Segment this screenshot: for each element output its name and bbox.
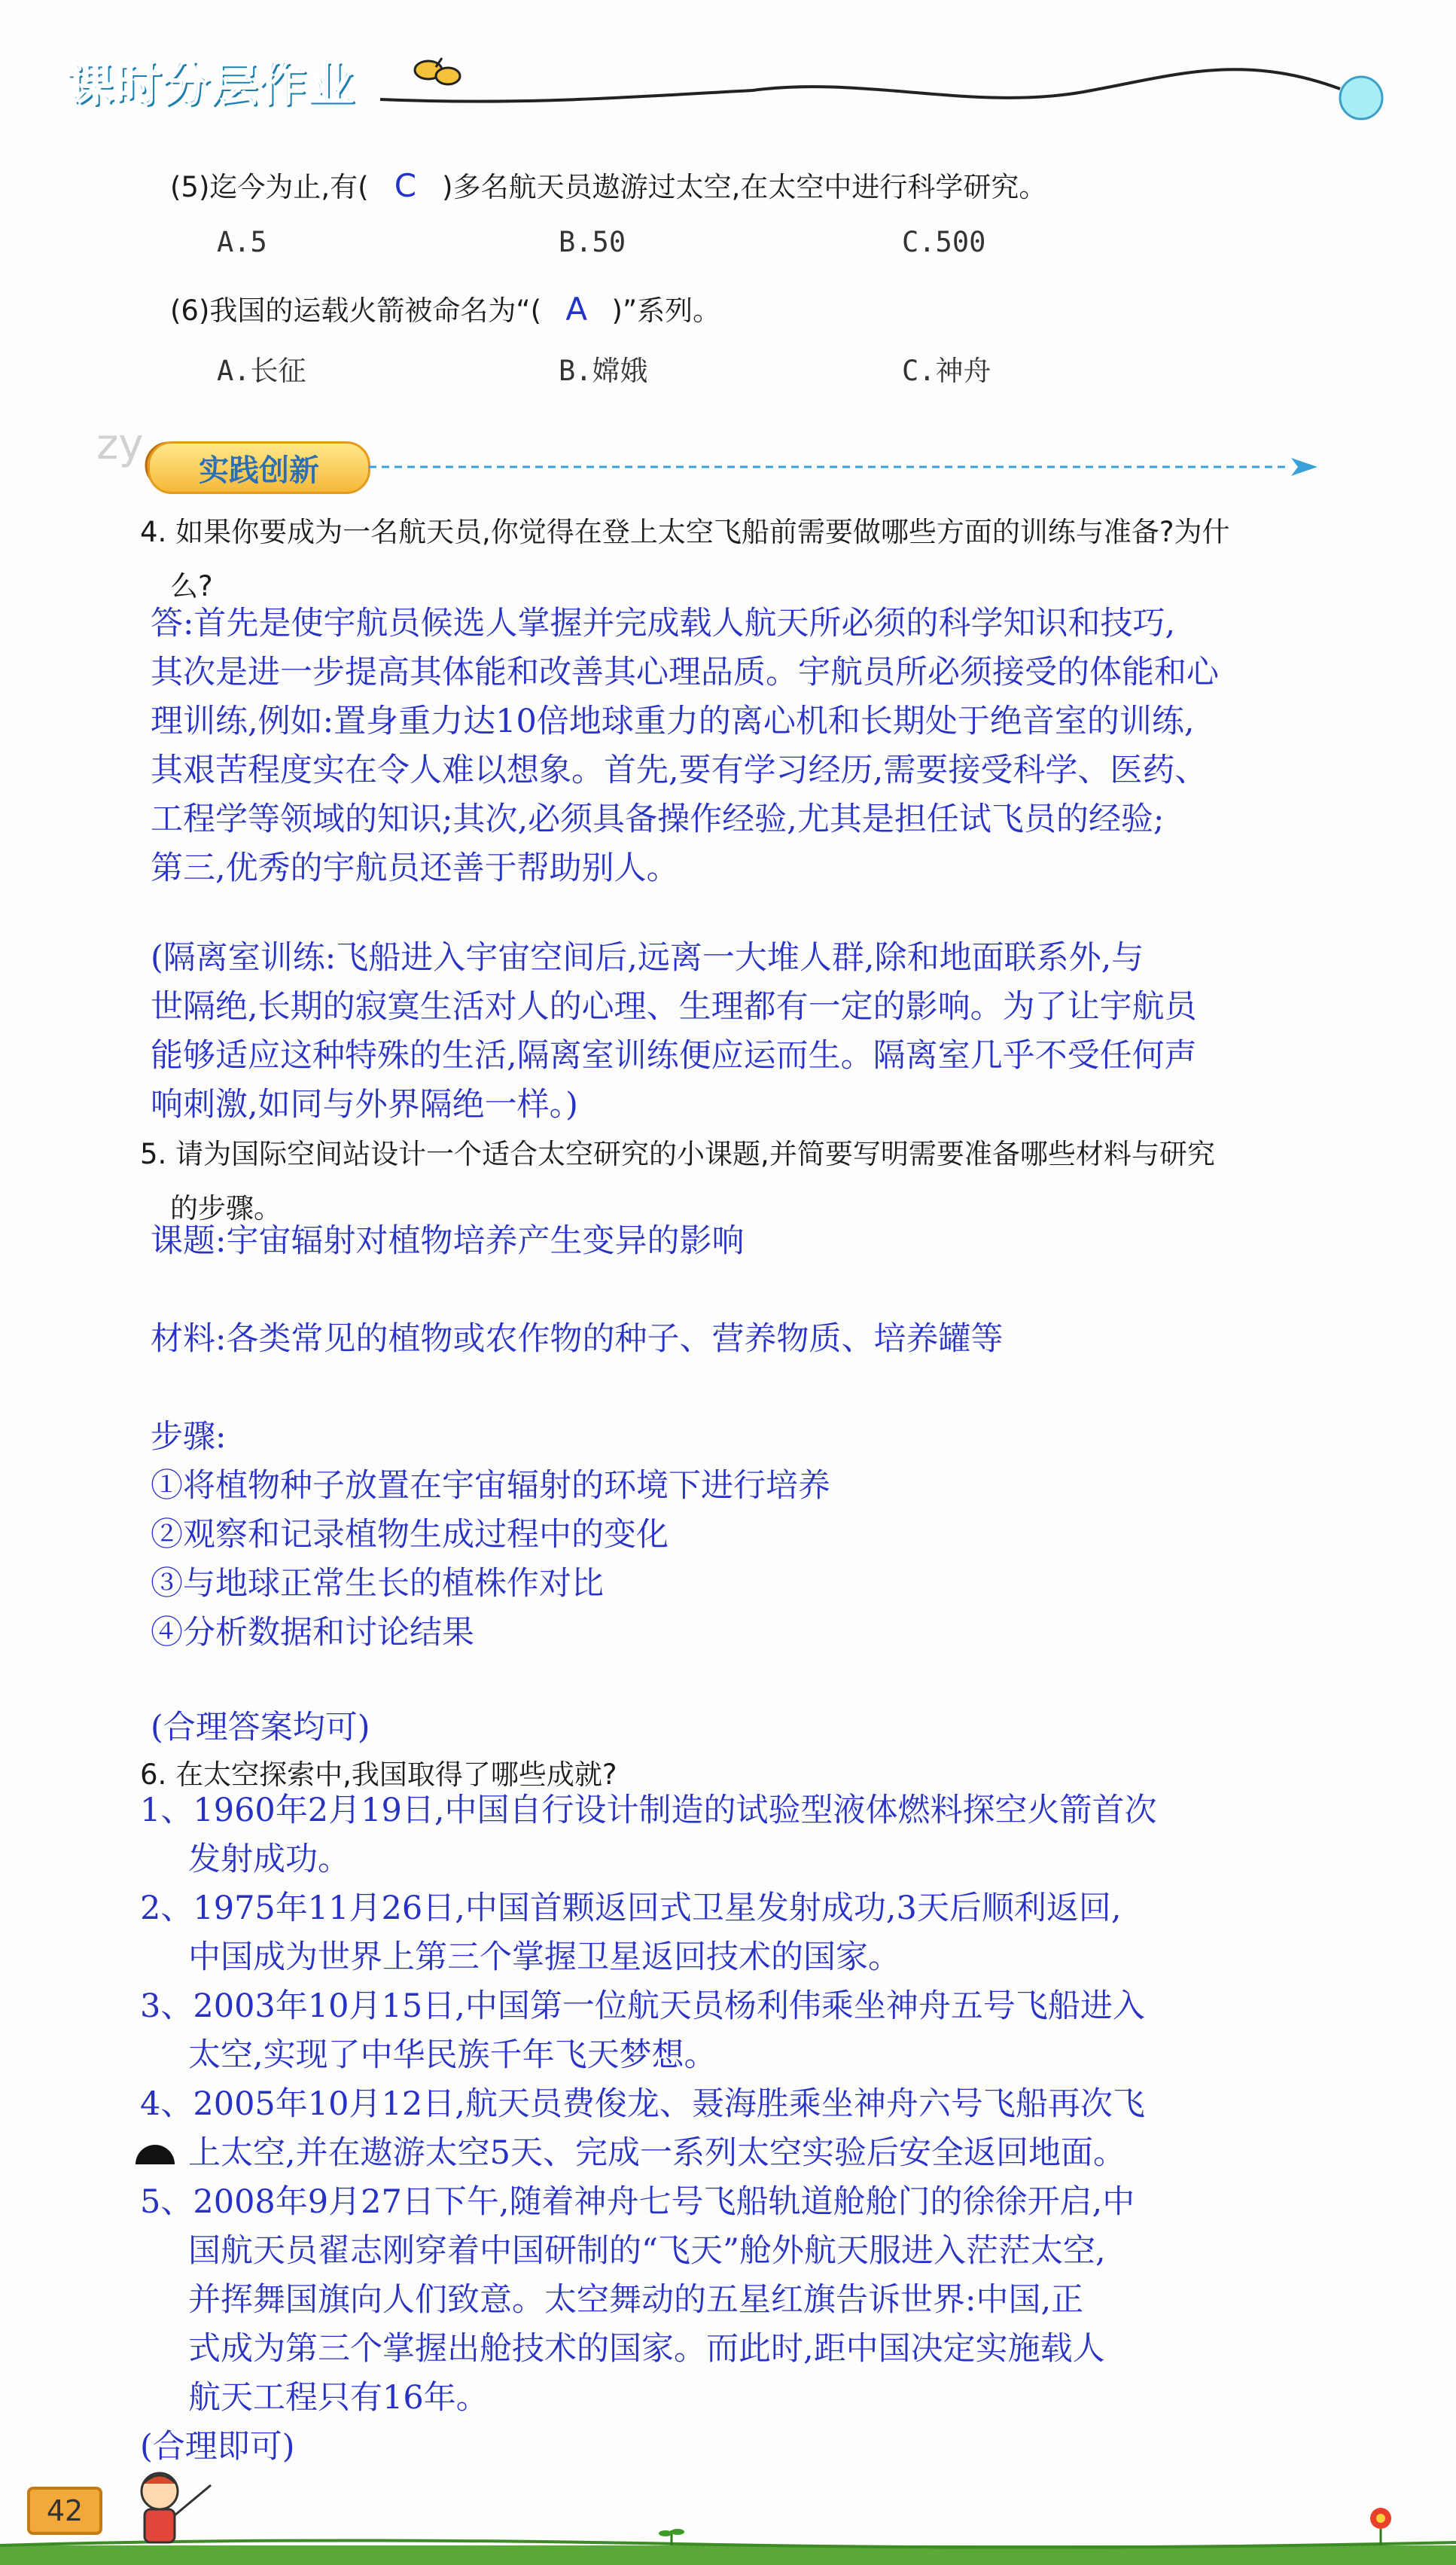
- q5-option-b: B.50: [559, 226, 626, 258]
- grass-strip: [0, 2545, 1456, 2565]
- step-item: ①将植物种子放置在宇宙辐射的环境下进行培养: [151, 1467, 830, 1505]
- q5-text-line2: 的步骤。: [170, 1192, 282, 1225]
- footer-decoration: [0, 2448, 1456, 2565]
- note-line: 响刺激,如同与外界隔绝一样。): [151, 1086, 578, 1124]
- q5-sub-answer: C: [394, 167, 417, 204]
- q6-sub-text: (6)我国的运载火箭被命名为“(: [170, 294, 542, 327]
- q6-option-c: C.神舟: [902, 355, 991, 387]
- q5-option-a: A.5: [217, 226, 267, 258]
- note-line: (隔离室训练:飞船进入宇宙空间后,远离一大堆人群,除和地面联系外,与: [151, 939, 1144, 977]
- q5-sub-question: [170, 164, 1046, 205]
- step-item: ②观察和记录植物生成过程中的变化: [151, 1516, 669, 1554]
- q5-text-line1: 5. 请为国际空间站设计一个适合太空研究的小课题,并简要写明需要准备哪些材料与研究: [140, 1138, 1215, 1170]
- note-line: 能够适应这种特殊的生活,隔离室训练便应运而生。隔离室几乎不受任何声: [151, 1037, 1197, 1075]
- q5-sub-text: (5)迄今为止,有(: [170, 171, 369, 203]
- q4-text-line2: 么?: [170, 570, 213, 602]
- q5-materials: 材料:各类常见的植物或农作物的种子、营养物质、培养罐等: [151, 1320, 1004, 1358]
- answer-line: 其次是进一步提高其体能和改善其心理品质。宇航员所必须接受的体能和心: [151, 654, 1219, 691]
- answer-line: 第三,优秀的宇航员还善于帮助别人。: [151, 849, 679, 887]
- watermark: zy: [96, 420, 144, 469]
- q6-option-a: A.长征: [217, 355, 306, 387]
- answer-line: 理训练,例如:置身重力达10倍地球重力的离心机和长期处于绝音室的训练,: [151, 703, 1195, 740]
- achievement-item: 3、2003年10月15日,中国第一位航天员杨利伟乘坐神舟五号飞船进入 太空,实现了中华民族千年飞天梦想。: [140, 1987, 1145, 2074]
- q5-sub-text-after: )多名航天员遨游过太空,在太空中进行科学研究。: [442, 171, 1047, 203]
- header-decoration: [0, 0, 1456, 151]
- q6-note: (合理即可): [140, 2428, 295, 2466]
- section-label: 实践创新: [148, 441, 370, 494]
- q6-sub-text-after: )”系列。: [611, 294, 721, 327]
- answer-line: 工程学等领域的知识;其次,必须具备操作经验,尤其是担任试飞员的经验;: [151, 801, 1165, 838]
- q5-option-c: C.500: [902, 226, 986, 258]
- q5-note: (合理答案均可): [151, 1709, 370, 1746]
- q6-sub-question: [170, 288, 720, 328]
- note-line: 世隔绝,长期的寂寞生活对人的心理、生理都有一定的影响。为了让宇航员: [151, 988, 1197, 1026]
- achievement-item: 1、1960年2月19日,中国自行设计制造的试验型液体燃料探空火箭首次 发射成功。: [140, 1792, 1157, 1878]
- q6-text: 6. 在太空探索中,我国取得了哪些成就?: [140, 1758, 617, 1791]
- q6-answers: [140, 1786, 1157, 2472]
- q4-answer: [151, 599, 1219, 893]
- answer-line: 其艰苦程度实在令人难以想象。首先,要有学习经历,需要接受科学、医药、: [151, 752, 1208, 789]
- achievement-item: 5、2008年9月27日下午,随着神舟七号飞船轨道舱舱门的徐徐开启,中 国航天员翟志刚穿着中国研制的“飞天”舱外航天服进入茫茫太空, 并挥舞国旗向人们致意。太空舞动的五星红旗告诉世界:中国,正 式成为第三个掌握出舱技术的国家。而此时,距中国决定实施载人 航天工程只有16年。: [140, 2183, 1135, 2417]
- achievement-item: 4、2005年10月12日,航天员费俊龙、聂海胜乘坐神舟六号飞船再次飞 上太空,并在遨游太空5天、完成一系列太空实验后安全返回地面。: [140, 2085, 1145, 2172]
- section-divider: [369, 452, 1325, 482]
- butterfly-icon: [415, 58, 460, 84]
- answer-line: 答:首先是使宇航员候选人掌握并完成载人航天所必须的科学知识和技巧,: [151, 605, 1176, 642]
- header-circle-icon: [1340, 77, 1382, 119]
- step-item: ④分析数据和讨论结果: [151, 1614, 474, 1652]
- header-title: 课时分层作业: [66, 56, 356, 111]
- q5-steps: [151, 1413, 830, 1658]
- child-icon: [142, 2473, 211, 2542]
- q4-text-line1: 4. 如果你要成为一名航天员,你觉得在登上太空飞船前需要做哪些方面的训练与准备?为什: [140, 516, 1230, 548]
- q4-note: [151, 934, 1197, 1130]
- q5-topic: 课题:宇宙辐射对植物培养产生变异的影响: [151, 1222, 745, 1260]
- page-number: 42: [27, 2487, 102, 2535]
- step-item: ③与地球正常生长的植株作对比: [151, 1565, 604, 1603]
- decorative-half-circle: [133, 2137, 178, 2167]
- plane-icon: [1291, 458, 1317, 476]
- achievement-item: 2、1975年11月26日,中国首颗返回式卫星发射成功,3天后顺利返回, 中国成为世界上第三个掌握卫星返回技术的国家。: [140, 1889, 1122, 1976]
- q6-sub-answer: A: [565, 291, 588, 328]
- flower-icon: [1370, 2508, 1391, 2545]
- q6-option-b: B.嫦娥: [559, 355, 648, 387]
- steps-label: 步骤:: [151, 1418, 227, 1456]
